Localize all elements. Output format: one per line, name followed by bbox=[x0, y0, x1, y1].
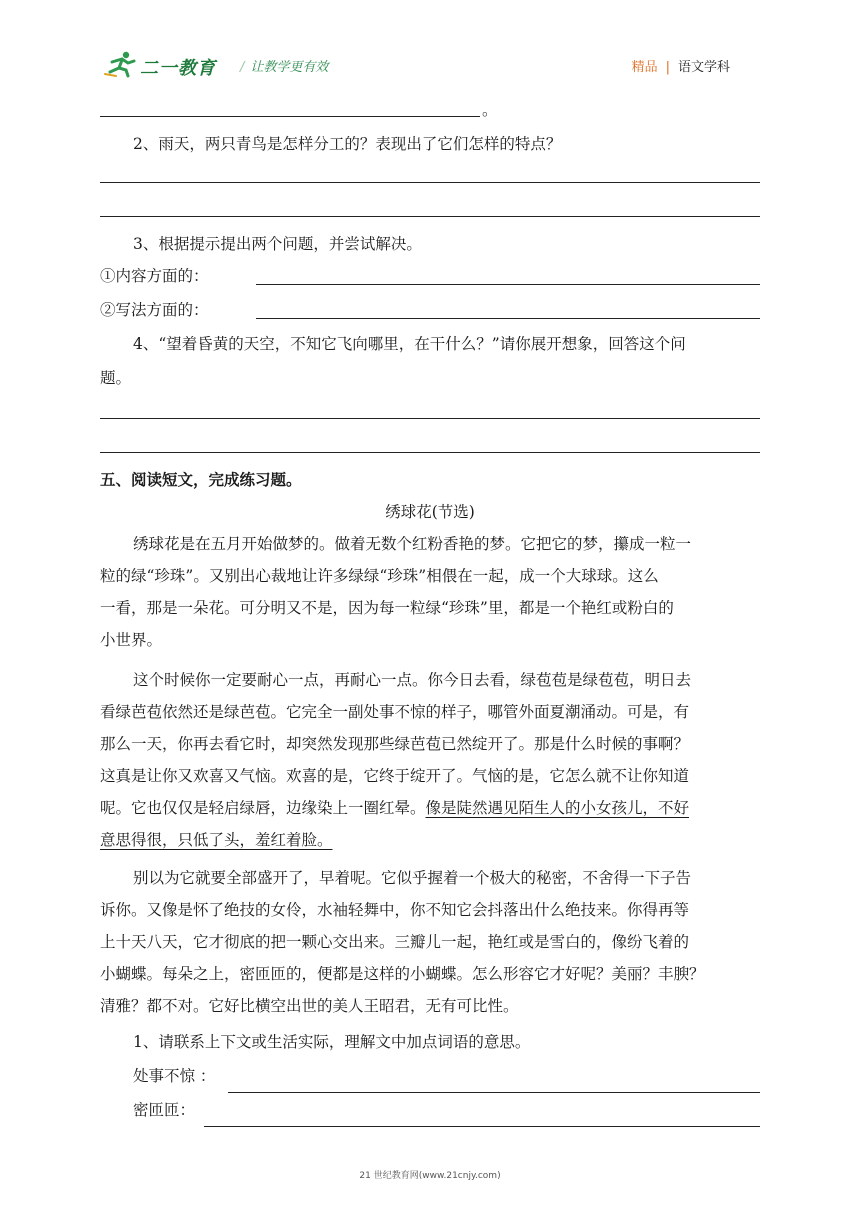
q1-tail: 。 bbox=[482, 101, 498, 119]
answer-line bbox=[100, 116, 480, 117]
page-header bbox=[100, 44, 760, 84]
passage-line: 清雅？都不对。它好比横空出世的美人王昭君，无有可比性。 bbox=[100, 997, 519, 1015]
answer-line bbox=[100, 452, 760, 453]
passage-line: 这真是让你又欢喜又气恼。欢喜的是，它终于绽开了。气恼的是，它怎么就不让你知道 bbox=[100, 767, 690, 785]
question-2: 2、雨天，两只青鸟是怎样分工的？表现出了它们怎样的特点？ bbox=[133, 135, 562, 153]
passage-line: 别以为它就要全部盛开了，早着呢。它似乎握着一个极大的秘密，不舍得一下子告 bbox=[133, 869, 692, 887]
passage-line bbox=[100, 798, 760, 818]
question-4-line-1: 4、“望着昏黄的天空，不知它飞向哪里，在干什么？”请你展开想象，回答这个问 bbox=[133, 335, 686, 353]
passage-line: 上十天八天，它才彻底的把一颗心交出来。三瓣儿一起，艳红或是雪白的，像纷飞着的 bbox=[100, 933, 690, 951]
underlined-sentence: 像是陡然遇见陌生人的小女孩儿，不好 bbox=[425, 799, 690, 817]
answer-line bbox=[100, 182, 760, 183]
header-right bbox=[632, 56, 730, 75]
slogan-text: 让教学更有效 bbox=[250, 60, 329, 75]
passage-text: 呢。它也仅仅是轻启绿唇，边缘染上一圈红晕。 bbox=[100, 799, 426, 817]
passage-title: 绣球花(节选) bbox=[385, 503, 475, 521]
page-footer: 21 世纪教育网(www.21cnjy.com) bbox=[359, 1171, 501, 1181]
question-3: 3、根据提示提出两个问题，并尝试解决。 bbox=[133, 235, 422, 253]
q3-content-label: ①内容方面的： bbox=[100, 267, 209, 285]
term-2-label: 密匝匝： bbox=[133, 1101, 196, 1119]
subject-label: 语文学科 bbox=[677, 60, 730, 75]
header-divider: | bbox=[665, 60, 670, 75]
runner-logo-icon bbox=[104, 50, 138, 78]
slogan bbox=[240, 56, 328, 75]
passage-line: 小蝴蝶。每朵之上，密匝匝的，便都是这样的小蝴蝶。怎么形容它才好呢？美丽？丰腴？ bbox=[100, 965, 705, 983]
passage-line: 绣球花是在五月开始做梦的。做着无数个红粉香艳的梦。它把它的梦，攥成一粒一 bbox=[133, 535, 692, 553]
underlined-sentence: 意思得很，只低了头，羞红着脸。 bbox=[100, 831, 333, 849]
answer-line bbox=[100, 418, 760, 419]
logo-text: 二一教育 bbox=[140, 58, 216, 79]
quality-label: 精品 bbox=[631, 60, 658, 75]
passage-line bbox=[100, 830, 760, 850]
slogan-divider: / bbox=[240, 60, 245, 75]
answer-line bbox=[228, 1092, 760, 1093]
answer-line bbox=[256, 284, 760, 285]
passage-line: 粒的绿“珍珠”。又别出心裁地让许多绿绿“珍珠”相偎在一起，成一个大球球。这么 bbox=[100, 567, 659, 585]
passage-line: 小世界。 bbox=[100, 631, 163, 649]
term-1-label: 处事不惊 ： bbox=[133, 1067, 216, 1085]
q3-writing-label: ②写法方面的： bbox=[100, 301, 209, 319]
section-5-heading: 五、阅读短文，完成练习题。 bbox=[100, 470, 302, 489]
passage-line: 一看，那是一朵花。可分明又不是，因为每一粒绿“珍珠”里，都是一个艳红或粉白的 bbox=[100, 599, 674, 617]
exercise-1: 1、请联系上下文或生活实际，理解文中加点词语的意思。 bbox=[133, 1033, 531, 1051]
answer-line bbox=[256, 318, 760, 319]
passage-line: 看绿芭苞依然还是绿芭苞。它完全一副处事不惊的样子，哪管外面夏潮涌动。可是，有 bbox=[100, 703, 690, 721]
answer-line bbox=[204, 1126, 760, 1127]
passage-line: 诉你。又像是怀了绝技的女伶，水袖轻舞中，你不知它会抖落出什么绝技来。你得再等 bbox=[100, 901, 690, 919]
passage-line: 那么一天，你再去看它时，却突然发现那些绿芭苞已然绽开了。那是什么时候的事啊？ bbox=[100, 735, 690, 753]
passage-line: 这个时候你一定要耐心一点，再耐心一点。你今日去看，绿苞苞是绿苞苞，明日去 bbox=[133, 671, 692, 689]
answer-line bbox=[100, 216, 760, 217]
question-4-line-2: 题。 bbox=[100, 369, 132, 387]
